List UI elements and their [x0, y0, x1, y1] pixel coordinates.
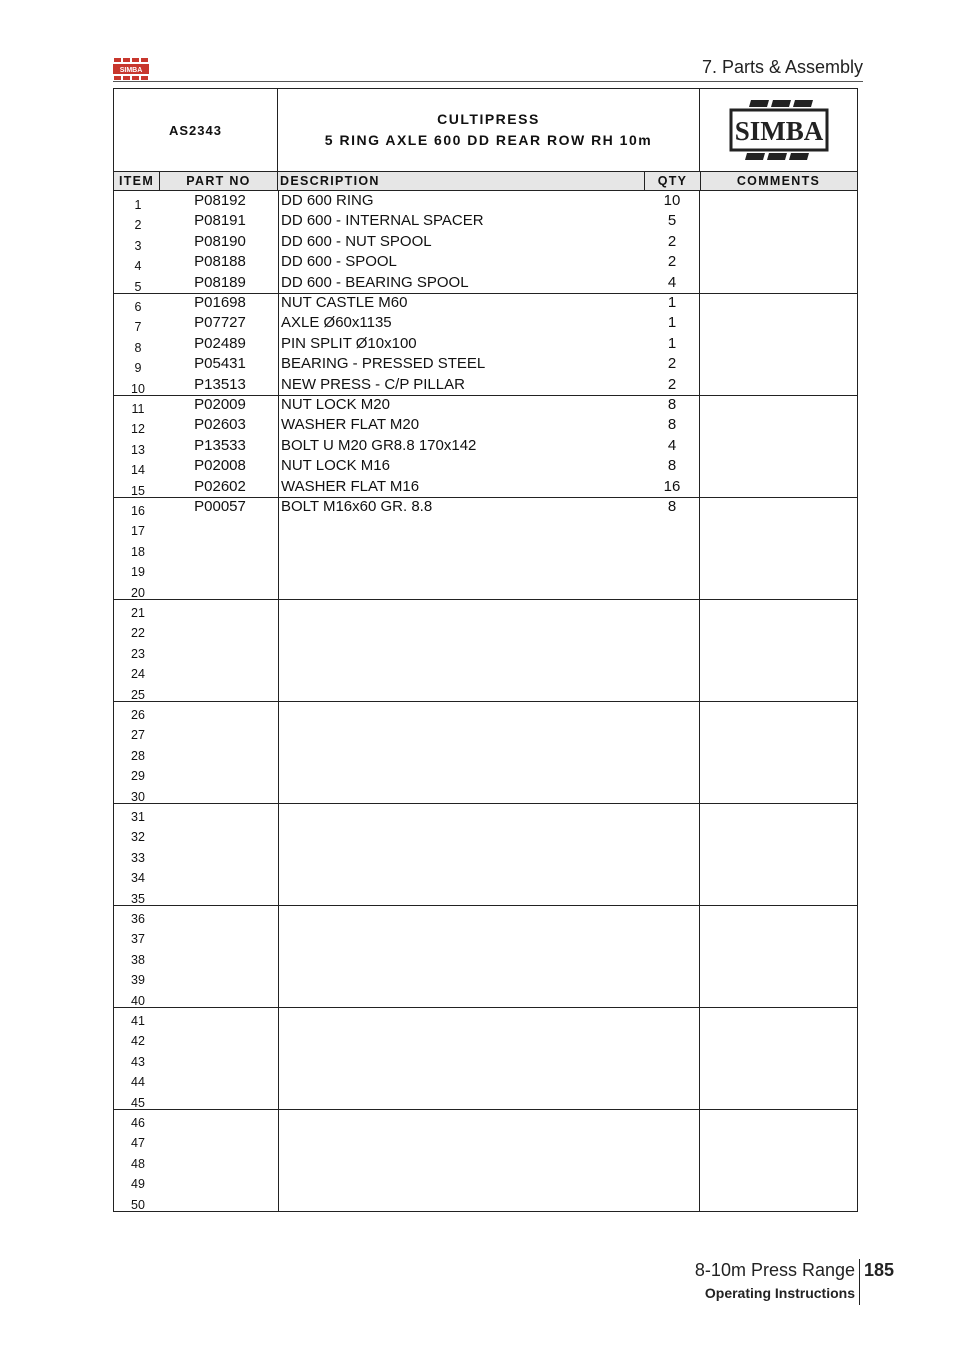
item-number: 43 [131, 1054, 145, 1069]
item-number: 36 [131, 912, 145, 926]
item-number: 5 [134, 279, 142, 294]
item-number: 39 [131, 973, 145, 988]
part-number: P08189 [194, 273, 246, 291]
table-row [114, 803, 857, 823]
part-number: P05431 [194, 355, 246, 373]
part-quantity: 8 [667, 396, 677, 413]
assembly-number: AS2343 [114, 89, 278, 171]
footer-title: 8-10m Press Range [694, 1260, 855, 1280]
part-description: BOLT M16x60 GR. 8.8 [281, 498, 433, 515]
table-row [114, 599, 857, 619]
part-description: NUT CASTLE M60 [281, 294, 408, 311]
col-item: ITEM [114, 172, 160, 190]
table-row [114, 232, 857, 252]
item-number: 47 [131, 1136, 145, 1151]
item-number: 2 [134, 218, 142, 233]
item-number: 27 [131, 728, 145, 743]
part-number: P08191 [194, 212, 246, 230]
item-number: 22 [131, 626, 145, 641]
table-row [114, 1007, 857, 1027]
item-number: 30 [131, 789, 145, 804]
table-row [114, 579, 857, 599]
part-number: P13513 [194, 375, 246, 393]
item-number: 42 [131, 1034, 145, 1049]
part-quantity: 8 [667, 416, 677, 434]
item-number: 3 [134, 238, 142, 253]
item-number: 16 [131, 504, 145, 518]
part-description: PIN SPLIT Ø10x100 [281, 334, 417, 352]
item-number: 31 [131, 810, 145, 824]
part-number: P00057 [194, 498, 246, 515]
footer-divider [859, 1259, 860, 1305]
part-quantity: 2 [667, 375, 677, 393]
item-number: 41 [131, 1014, 145, 1028]
table-row [114, 1191, 857, 1211]
item-number: 25 [131, 687, 145, 702]
item-number: 14 [131, 463, 145, 478]
title-block [114, 89, 857, 172]
item-number: 28 [131, 748, 145, 763]
part-quantity: 1 [667, 334, 677, 352]
footer-subtitle: Operating Instructions [704, 1285, 855, 1301]
part-description: AXLE Ø60x1135 [281, 314, 392, 332]
item-number: 9 [134, 361, 142, 376]
table-row [114, 1109, 857, 1129]
simba-small-logo [113, 57, 149, 81]
item-number: 18 [131, 544, 145, 559]
part-quantity: 2 [667, 355, 677, 373]
table-row [114, 619, 857, 639]
part-description: BOLT U M20 GR8.8 170x142 [281, 436, 477, 454]
item-number: 8 [134, 340, 142, 355]
col-qty: QTY [644, 172, 701, 190]
table-row [114, 517, 857, 537]
table-row [114, 538, 857, 558]
item-number: 29 [131, 769, 145, 784]
part-quantity: 8 [667, 457, 677, 475]
part-number: P02489 [194, 334, 246, 352]
item-number: 48 [131, 1156, 145, 1171]
part-description: DD 600 RING [281, 192, 374, 209]
table-row [114, 946, 857, 966]
table-row [114, 844, 857, 864]
part-quantity: 2 [667, 232, 677, 250]
item-number: 44 [131, 1075, 145, 1090]
table-row [114, 334, 857, 354]
table-row [114, 762, 857, 782]
page-number: 185 [864, 1260, 895, 1280]
item-number: 10 [131, 381, 145, 396]
table-row [114, 1048, 857, 1068]
item-number: 33 [131, 850, 145, 865]
part-number: P07727 [194, 314, 246, 332]
part-description: NUT LOCK M20 [281, 396, 390, 413]
table-row [114, 375, 857, 395]
part-number: P08192 [194, 192, 246, 209]
header-rule [113, 81, 863, 82]
part-description: DD 600 - NUT SPOOL [281, 232, 432, 250]
table-row [114, 823, 857, 843]
item-number: 12 [131, 422, 145, 437]
table-row [114, 905, 857, 925]
item-number: 21 [131, 606, 145, 620]
item-number: 32 [131, 830, 145, 845]
item-number: 19 [131, 565, 145, 580]
part-description: BEARING - PRESSED STEEL [281, 355, 486, 373]
table-row [114, 1068, 857, 1088]
part-number: P13533 [194, 436, 246, 454]
item-number: 40 [131, 993, 145, 1008]
table-row [114, 681, 857, 701]
part-number: P02009 [194, 396, 246, 413]
item-number: 45 [131, 1095, 145, 1110]
part-number: P01698 [194, 294, 246, 311]
item-number: 1 [134, 198, 142, 212]
parts-table-body [114, 191, 857, 1211]
table-row [114, 436, 857, 456]
table-row [114, 925, 857, 945]
part-description: DD 600 - INTERNAL SPACER [281, 212, 484, 230]
item-number: 46 [131, 1116, 145, 1130]
section-title: 7. Parts & Assembly [701, 57, 863, 77]
col-part-no: PART NO [160, 172, 278, 190]
part-description: WASHER FLAT M16 [281, 477, 420, 495]
part-quantity: 5 [667, 212, 677, 230]
item-number: 50 [131, 1197, 145, 1212]
item-number: 26 [131, 708, 145, 722]
part-quantity: 4 [667, 436, 677, 454]
table-row [114, 864, 857, 884]
table-row [114, 742, 857, 762]
table-row [114, 885, 857, 905]
part-number: P08188 [194, 253, 246, 271]
part-number: P02602 [194, 477, 246, 495]
table-row [114, 313, 857, 333]
item-number: 7 [134, 320, 142, 335]
assembly-title [278, 89, 700, 171]
item-number: 4 [134, 259, 142, 274]
part-quantity: 4 [667, 273, 677, 291]
item-number: 20 [131, 585, 145, 600]
table-row [114, 191, 857, 211]
col-comments: COMMENTS [736, 174, 821, 188]
table-row [114, 1089, 857, 1109]
part-description: DD 600 - BEARING SPOOL [281, 273, 469, 291]
item-number: 13 [131, 442, 145, 457]
item-number: 49 [131, 1177, 145, 1192]
table-row [114, 966, 857, 986]
table-row [114, 1027, 857, 1047]
small-logo-text: SIMBA [119, 67, 143, 74]
item-number: 11 [131, 402, 145, 416]
table-row [114, 252, 857, 272]
table-row [114, 456, 857, 476]
part-quantity: 1 [667, 314, 677, 332]
part-description: WASHER FLAT M20 [281, 416, 420, 434]
part-description: NUT LOCK M16 [281, 457, 390, 475]
part-description: NEW PRESS - C/P PILLAR [281, 375, 465, 393]
item-number: 15 [131, 483, 145, 498]
table-row [114, 497, 857, 517]
item-number: 35 [131, 891, 145, 906]
table-row [114, 1170, 857, 1190]
table-row [114, 415, 857, 435]
table-row [114, 211, 857, 231]
table-row [114, 701, 857, 721]
table-row [114, 721, 857, 741]
table-row [114, 987, 857, 1007]
part-quantity: 8 [667, 498, 677, 515]
part-number: P02603 [194, 416, 246, 434]
table-row [114, 660, 857, 680]
item-number: 38 [131, 952, 145, 967]
assembly-title-line2: 5 RING AXLE 600 DD REAR ROW RH 10m [324, 132, 653, 148]
item-number: 23 [131, 646, 145, 661]
part-quantity: 16 [663, 477, 681, 495]
column-headers [114, 172, 857, 191]
table-row [114, 783, 857, 803]
part-number: P08190 [194, 232, 246, 250]
table-row [114, 395, 857, 415]
table-row [114, 558, 857, 578]
table-row [114, 293, 857, 313]
item-number: 17 [131, 524, 145, 539]
table-row [114, 640, 857, 660]
table-row [114, 477, 857, 497]
part-quantity: 2 [667, 253, 677, 271]
part-description: DD 600 - SPOOL [281, 253, 397, 271]
part-number: P02008 [194, 457, 246, 475]
parts-sheet [113, 88, 858, 1212]
logo-text: SIMBA [734, 116, 823, 146]
item-number: 34 [131, 871, 145, 886]
item-number: 37 [131, 932, 145, 947]
part-quantity: 10 [663, 192, 681, 209]
item-number: 24 [131, 667, 145, 682]
table-row [114, 1129, 857, 1149]
assembly-title-line1: CULTIPRESS [437, 111, 540, 127]
simba-logo [700, 89, 857, 171]
table-row [114, 354, 857, 374]
item-number: 6 [134, 300, 142, 314]
part-quantity: 1 [667, 294, 677, 311]
table-row [114, 273, 857, 293]
table-row [114, 1150, 857, 1170]
col-description: DESCRIPTION [280, 174, 380, 188]
